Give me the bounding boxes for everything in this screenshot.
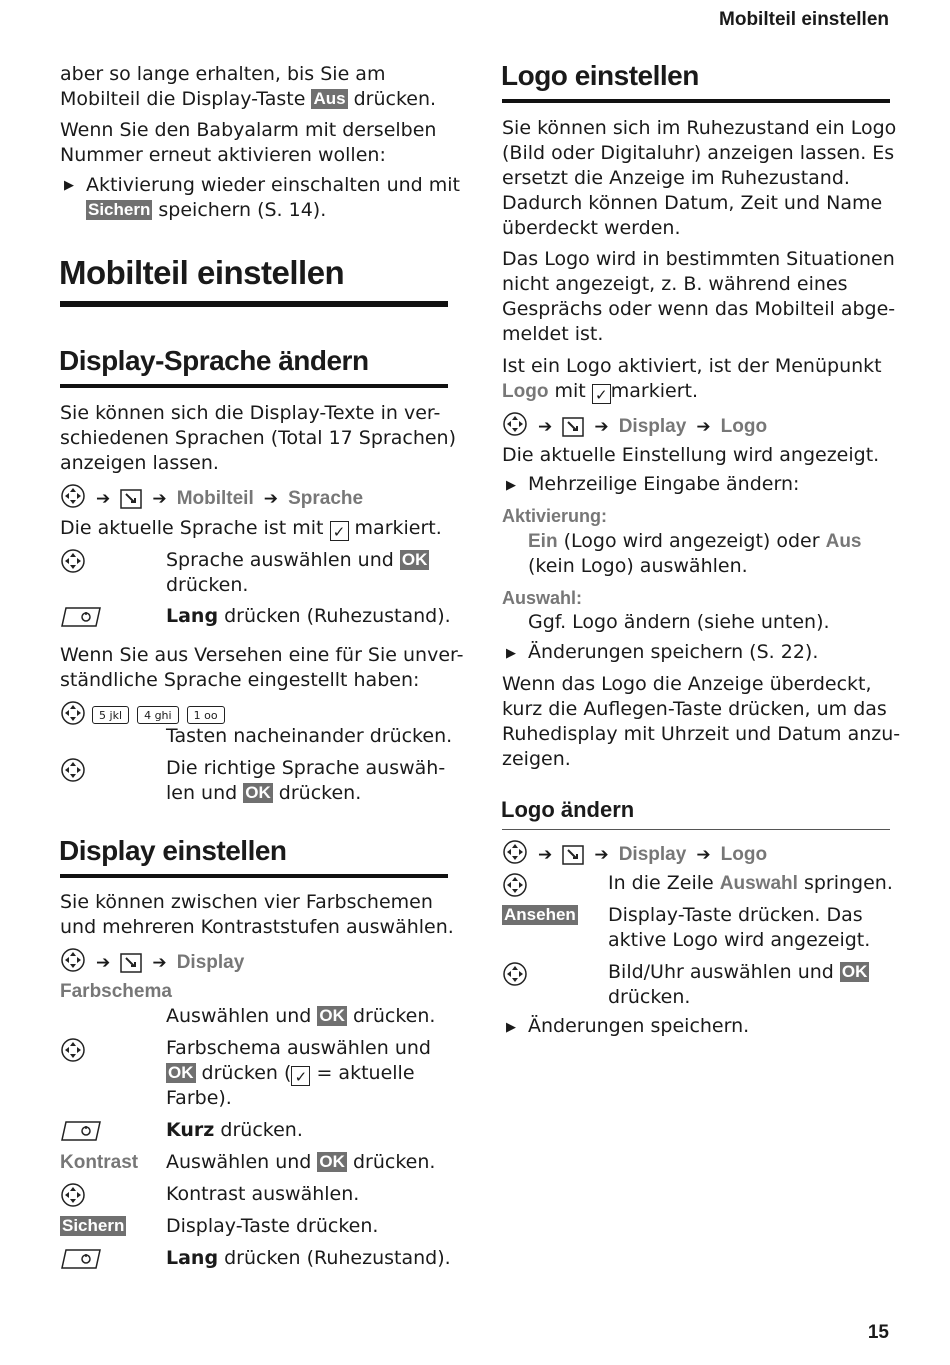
end-call-key-icon (60, 1120, 102, 1142)
arrow-icon: ➔ (263, 489, 279, 509)
control-key-icon (60, 483, 86, 509)
menu-item-mobilteil: Mobilteil (176, 488, 254, 509)
menu-item-display: Display (176, 952, 245, 973)
para: (kein Logo) auswählen. (528, 555, 748, 577)
check-icon: ✓ (592, 384, 611, 404)
menu-item-logo: Logo (502, 381, 549, 402)
step (166, 1004, 435, 1029)
running-title: Mobilteil einstellen (719, 9, 889, 30)
softkey-ok: OK (168, 1063, 194, 1082)
text: In die Zeile (608, 872, 714, 894)
arrow-icon: ➔ (152, 953, 167, 973)
para: ständliche Sprache eingestellt haben: (60, 669, 420, 691)
intro-text: Mobilteil die Display-Taste (60, 88, 306, 110)
section-heading-sprache: Display-Sprache ändern (59, 345, 369, 376)
softkey-ok: OK (319, 1006, 345, 1025)
para: Dadurch können Datum, Zeit und Name (502, 192, 883, 214)
text: mit (554, 380, 586, 402)
para: Wenn Sie aus Versehen eine für Sie unver- (60, 644, 464, 666)
step (166, 1150, 435, 1175)
step (166, 1118, 303, 1143)
control-key-icon (60, 947, 86, 973)
current-language (60, 516, 442, 541)
label-farbschema: Farbschema (60, 981, 172, 1002)
para: Ggf. Logo ändern (siehe unten). (528, 611, 830, 633)
bullet-arrow-icon: ▶ (64, 178, 74, 193)
step (166, 781, 361, 806)
step (166, 548, 429, 573)
softkey-label (60, 1214, 126, 1239)
menu-path (502, 839, 767, 868)
step: Kontrast auswählen. (166, 1183, 360, 1205)
step (166, 1246, 451, 1271)
bold-text: Kurz (166, 1119, 215, 1141)
option-ein: Ein (528, 531, 558, 552)
section-heading-logo: Logo einstellen (501, 60, 699, 91)
softkey-ok: OK (401, 550, 428, 569)
menu-item-sprache: Sprache (288, 488, 364, 509)
check-icon: ✓ (330, 521, 349, 541)
bullet-line-2 (86, 198, 326, 223)
option-aus: Aus (825, 531, 862, 552)
intro-line-1: aber so lange erhalten, bis Sie am (60, 63, 386, 85)
subsection-heading-logo-aendern: Logo ändern (501, 797, 635, 822)
para: anzeigen lassen. (60, 452, 219, 474)
label-aktivierung: Aktivierung: (502, 506, 608, 526)
bullet-arrow-icon: ▶ (506, 646, 516, 661)
text: = aktuelle (316, 1062, 415, 1084)
para: nicht angezeigt, z. B. während eines (502, 273, 848, 295)
softkey-aus: Aus (313, 89, 346, 108)
bold-text: Lang (166, 605, 219, 627)
text: (Logo wird angezeigt) oder (563, 530, 820, 552)
text: drücken (Ruhezustand). (224, 1247, 451, 1269)
text: Bild/Uhr auswählen und (608, 961, 834, 983)
para: zeigen. (502, 748, 571, 770)
softkey-ansehen: Ansehen (504, 905, 576, 924)
control-key-icon (502, 961, 528, 987)
text: drücken (Ruhezustand). (224, 605, 451, 627)
subsection-rule (502, 829, 890, 830)
para: Ruhedisplay mit Uhrzeit und Datum anzu- (502, 723, 901, 745)
para: Ist ein Logo aktiviert, ist der Menüpunkt (502, 355, 882, 377)
text: drücken. (352, 1151, 436, 1173)
menu-item-display: Display (618, 844, 687, 865)
step: drücken. (608, 986, 691, 1008)
control-key-icon (60, 757, 86, 783)
section-rule (60, 874, 448, 878)
step: Farbschema auswählen und (166, 1037, 431, 1059)
label-auswahl: Auswahl: (502, 588, 583, 608)
arrow-icon: ➔ (594, 417, 609, 437)
text: len und (166, 782, 238, 804)
softkey-ok: OK (841, 962, 868, 981)
field-auswahl: Auswahl (719, 873, 798, 894)
text: markiert. (610, 380, 699, 402)
bullet-text: Änderungen speichern. (528, 1015, 750, 1037)
text: Sprache auswählen und (166, 549, 394, 571)
softkey-ok: OK (319, 1152, 345, 1171)
step (608, 960, 869, 985)
key-5-icon: 5 jkl (92, 706, 129, 724)
para: meldet ist. (502, 323, 604, 345)
bullet-text: Änderungen speichern (S. 22). (528, 641, 819, 663)
settings-menu-icon (562, 845, 584, 865)
end-call-key-icon (60, 606, 102, 628)
section-rule (60, 384, 448, 388)
softkey-sichern: Sichern (62, 1216, 125, 1235)
step (166, 604, 451, 629)
para: Wenn das Logo die Anzeige überdeckt, (502, 673, 872, 695)
section-rule (502, 99, 890, 103)
bullet-text: speichern (S. 14). (158, 199, 327, 221)
key-1-icon: 1 oo (187, 706, 225, 724)
control-key-icon (60, 1037, 86, 1063)
bold-text: Lang (166, 1247, 219, 1269)
para: Die aktuelle Einstellung wird angezeigt. (502, 444, 880, 466)
text: springen. (803, 872, 893, 894)
text: Die aktuelle Sprache ist mit (60, 517, 324, 539)
arrow-icon: ➔ (594, 845, 609, 865)
section-heading-display: Display einstellen (59, 835, 287, 866)
control-key-icon (60, 700, 86, 726)
para: Gesprächs oder wenn das Mobilteil abge- (502, 298, 896, 320)
para: schiedenen Sprachen (Total 17 Sprachen) (60, 427, 457, 449)
para: ersetzt die Anzeige im Ruhezustand. (502, 167, 850, 189)
text: Auswählen und (166, 1151, 312, 1173)
para: überdeckt werden. (502, 217, 681, 239)
intro-text-end: drücken. (353, 88, 437, 110)
step: Tasten nacheinander drücken. (166, 725, 453, 747)
text: drücken. (220, 1119, 303, 1141)
menu-item-logo: Logo (720, 844, 768, 865)
menu-path (502, 411, 767, 440)
step: Farbe). (166, 1087, 232, 1109)
control-key-icon (502, 872, 528, 898)
arrow-icon: ➔ (538, 845, 553, 865)
step (608, 871, 893, 896)
intro-line-2 (60, 87, 436, 112)
text: Auswählen und (166, 1005, 312, 1027)
para: (Bild oder Digitaluhr) anzeigen lassen. Es (502, 142, 895, 164)
softkey-ok: OK (245, 783, 271, 802)
step: Die richtige Sprache auswäh- (166, 757, 446, 779)
step: aktive Logo wird angezeigt. (608, 929, 871, 951)
control-key-icon (60, 1182, 86, 1208)
para: Das Logo wird in bestimmten Situationen (502, 248, 895, 270)
step (166, 1061, 415, 1086)
text: drücken. (278, 782, 362, 804)
step: Display-Taste drücken. (166, 1215, 379, 1237)
step: Display-Taste drücken. Das (608, 904, 863, 926)
para: und mehreren Kontraststufen auswählen. (60, 916, 454, 938)
bullet-line-1: Aktivierung wieder einschalten und mit (86, 174, 461, 196)
arrow-icon: ➔ (696, 845, 711, 865)
para: Sie können sich im Ruhezustand ein Logo (502, 117, 897, 139)
key-sequence (60, 700, 227, 727)
intro-para-2b: Nummer erneut aktivieren wollen: (60, 144, 386, 166)
para (528, 529, 862, 554)
page-number: 15 (867, 1322, 889, 1343)
menu-path (60, 483, 363, 512)
softkey-label (502, 903, 578, 928)
menu-item-logo: Logo (720, 416, 768, 437)
arrow-icon: ➔ (538, 417, 553, 437)
bullet-text: Mehrzeilige Eingabe ändern: (528, 473, 800, 495)
heading-rule (60, 301, 448, 307)
para: Sie können zwischen vier Farbschemen (60, 891, 433, 913)
intro-para-2a: Wenn Sie den Babyalarm mit derselben (60, 119, 437, 141)
control-key-icon (60, 548, 86, 574)
menu-item-display: Display (618, 416, 687, 437)
main-heading: Mobilteil einstellen (59, 254, 345, 291)
bullet-arrow-icon: ▶ (506, 478, 516, 493)
end-call-key-icon (60, 1248, 102, 1270)
control-key-icon (502, 839, 528, 865)
menu-path (60, 947, 244, 976)
para: Sie können sich die Display-Texte in ver- (60, 402, 441, 424)
para: kurz die Auflegen-Taste drücken, um das (502, 698, 887, 720)
arrow-icon: ➔ (696, 417, 711, 437)
key-4-icon: 4 ghi (137, 706, 179, 724)
arrow-icon: ➔ (96, 953, 111, 973)
arrow-icon: ➔ (152, 489, 167, 509)
para (502, 379, 698, 404)
step: drücken. (166, 574, 249, 596)
label-kontrast: Kontrast (60, 1152, 139, 1173)
control-key-icon (502, 411, 528, 437)
text: drücken ( (201, 1062, 292, 1084)
settings-menu-icon (120, 489, 142, 509)
settings-menu-icon (120, 953, 142, 973)
arrow-icon: ➔ (96, 489, 111, 509)
softkey-sichern: Sichern (88, 200, 151, 219)
text: markiert. (354, 517, 442, 539)
text: drücken. (352, 1005, 436, 1027)
check-icon: ✓ (291, 1066, 310, 1086)
settings-menu-icon (562, 417, 584, 437)
bullet-arrow-icon: ▶ (506, 1020, 516, 1035)
